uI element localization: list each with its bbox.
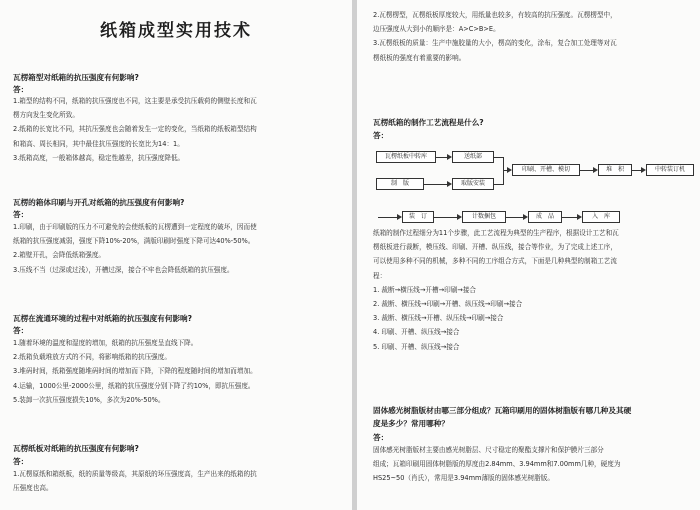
flow-connector: [423, 184, 447, 185]
answer-line: 边压强度从大到小的顺序是：A>C>B>E。: [373, 25, 500, 34]
page-title: 纸箱成型实用技术: [100, 21, 252, 41]
answer-line: 纸箱的抗压强度减弱，强度下降10%-20%，满版印刷时强度下降可达40%-50%。: [13, 237, 255, 246]
section-question-cont: 度是多少？常用哪种？: [373, 419, 449, 428]
flow-node-plate-making: 制 版: [376, 178, 424, 190]
process-variant: 5. 印刷、开槽、纵压线→接合: [373, 342, 460, 351]
section-answer: [373, 226, 619, 354]
arrow-right-icon: [447, 154, 452, 160]
process-variant: 3. 裁断、横压线→开槽、纵压线→印刷→接合: [373, 314, 504, 323]
arrow-right-icon: [507, 167, 512, 173]
flow-connector: [631, 170, 641, 171]
process-variant: 4. 印刷、开槽、纵压线→接合: [373, 328, 460, 337]
answer-label: 答：: [13, 326, 29, 335]
arrow-right-icon: [593, 167, 598, 173]
right-page: [357, 0, 700, 510]
flow-node-warehouse: 入 库: [582, 211, 620, 223]
answer-line: 3.堆码时间，纸箱强度随堆码时间的增加而下降，下降的程度随时间的增加而增加。: [13, 367, 257, 376]
answer-line: 3.压线不当（过深或过浅），开槽过深，接合不牢也会降低纸箱的抗压强度。: [13, 265, 234, 274]
answer-line: 5.装卸一次抗压强度损失10%，多次为20%-50%。: [13, 395, 165, 404]
answer-line: 组成；瓦箱印刷用固体树脂版的厚度由2.84mm、3.94mm和7.00mm几种，硬度为: [373, 460, 621, 469]
answer-label: 答：: [13, 457, 29, 466]
answer-line: 纸箱的制作过程细分为11个步骤，此工艺流程为典型的生产程序，根据设计工艺和瓦: [373, 229, 619, 237]
answer-line: 楞纸板的强度有着重要的影响。: [373, 53, 466, 62]
flow-node-print-slot-diecut: 印刷、开槽、模切: [512, 164, 580, 176]
answer-line: HS25~50（肖氏），常用是3.94mm薄版的固体感光树脂版。: [373, 474, 554, 483]
answer-label: 答：: [373, 131, 389, 140]
arrow-right-icon: [447, 181, 452, 187]
flow-node-board-store: 瓦楞纸板中转库: [376, 151, 436, 163]
section-question: 瓦楞箱型对纸箱的抗压强度有何影响?: [13, 73, 139, 82]
section-question: 瓦楞纸板对纸箱的抗压强度有何影响?: [13, 444, 139, 453]
answer-line: 2.纸箱负载堆放方式的不同，将影响纸箱的抗压强度。: [13, 353, 171, 362]
answer-line: 1.瓦楞原纸和箱纸板，纸的质量等级高，其原纸的环压强度高，生产出来的纸箱的抗: [13, 470, 257, 478]
process-flowchart: [376, 147, 694, 237]
answer-line: 2.纸箱的长宽比不同，其抗压强度也会随着发生一定的变化，当纸箱的纸板箱型结构: [13, 125, 257, 134]
section-answer: [13, 467, 257, 495]
flow-connector: [503, 157, 504, 185]
arrow-right-icon: [457, 214, 462, 220]
section-answer: [373, 443, 620, 486]
answer-line: 2.箱壁开孔，会降低纸箱强度。: [13, 251, 106, 260]
flow-connector: [505, 217, 523, 218]
continued-answer: [373, 8, 617, 65]
answer-line: 程：: [373, 271, 387, 280]
answer-line: 1.随着环境的温度和湿度的增加，纸箱的抗压强度呈直线下降。: [13, 339, 198, 347]
section-answer: [13, 94, 257, 165]
flow-node-transfer-stitcher: 中转装订机: [646, 164, 694, 176]
answer-label: 答：: [373, 433, 389, 442]
arrow-right-icon: [397, 214, 402, 220]
arrow-right-icon: [641, 167, 646, 173]
answer-line: 楞方向发生变化所致。: [13, 111, 79, 120]
flow-connector: [493, 157, 503, 158]
answer-line: 固体感光树脂版材主要由感光树脂层、尺寸稳定的聚酯支撑片和保护膜片三部分: [373, 446, 604, 454]
flow-node-feeding: 送纸部: [452, 151, 494, 163]
answer-line: 4.运输，1000公里-2000公里，纸箱的抗压强度分别下降了约10%，即抗压强度。: [13, 381, 255, 390]
flow-node-finished: 成 品: [528, 211, 562, 223]
flow-node-stitching: 装 订: [402, 211, 434, 223]
section-question: 瓦楞纸箱的制作工艺流程是什么?: [373, 118, 484, 127]
flow-connector: [561, 217, 577, 218]
section-answer: [13, 220, 257, 277]
arrow-right-icon: [577, 214, 582, 220]
process-variant: 1. 裁断→横压线→开槽→印刷→接合: [373, 285, 477, 294]
process-variant: 2. 裁断、横压线→印刷→开槽、纵压线→印刷→接合: [373, 299, 523, 308]
flow-connector: [378, 217, 397, 218]
section-question: 瓦楞在流通环境的过程中对纸箱的抗压强度有何影响?: [13, 314, 193, 323]
section-answer: [13, 336, 257, 407]
flow-connector: [493, 184, 503, 185]
answer-line: 可以使用多种不同的机械，多种不同的工序组合方式，下面是几种典型的制箱工艺流: [373, 257, 617, 266]
answer-line: 1.箱型的结构不同，纸箱的抗压强度也不同，这主要是承受抗压载荷的侧壁长度和瓦: [13, 97, 257, 105]
answer-line: 3.纸箱高度，一般箱体越高，稳定性越差，抗压强度降低。: [13, 153, 185, 162]
answer-line: 楞纸板进行裁断，模压线、印刷、开槽、纵压线，接合等作业，为了完成上述工序，: [373, 243, 617, 252]
answer-line: 压强度也高。: [13, 484, 53, 493]
arrow-right-icon: [523, 214, 528, 220]
flow-node-plate-mounting: 取版安装: [452, 178, 494, 190]
section-question: 固体感光树脂版材由哪三部分组成？瓦箱印刷用的固体树脂版有哪几种及其硬: [373, 406, 632, 415]
flow-connector: [435, 157, 447, 158]
answer-line: 3.瓦楞纸板的质量：生产中施胶量的大小，楞高的变化，涂布，复合加工处理等对瓦: [373, 39, 617, 48]
flow-node-stacking: 堆 积: [598, 164, 632, 176]
answer-line: 1.印刷，由于印刷版的压力不可避免的会使纸板的瓦楞遭到一定程度的破坏，因而使: [13, 223, 257, 231]
flow-node-count-bundle: 计数捆包: [462, 211, 506, 223]
answer-line: 2.瓦楞楞型，瓦楞纸板厚度较大，用纸量也较多，有较高的抗压强度。瓦楞楞型中，: [373, 11, 617, 19]
answer-label: 答：: [13, 210, 29, 219]
flow-connector: [433, 217, 457, 218]
flow-connector: [579, 170, 593, 171]
answer-line: 和箱高、周长相同，其中最佳抗压强度的长宽比为14：1。: [13, 139, 184, 148]
section-question: 瓦楞的箱体印刷与开孔对纸箱的抗压强度有何影响?: [13, 198, 185, 207]
answer-label: 答：: [13, 85, 29, 94]
